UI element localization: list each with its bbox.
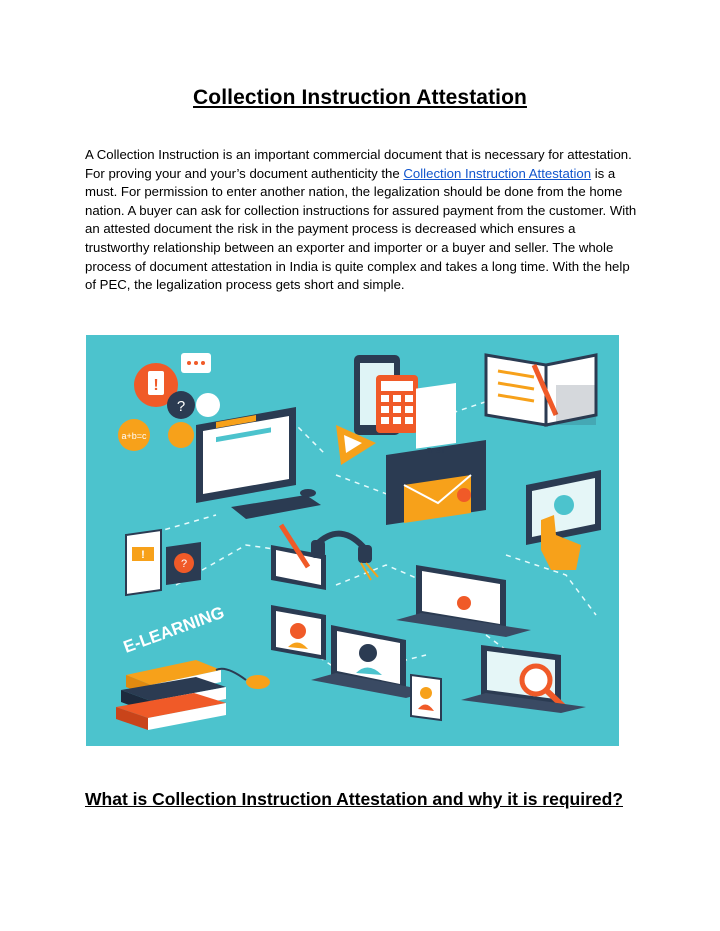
svg-text:a+b=c: a+b=c — [121, 431, 147, 441]
svg-text:?: ? — [176, 398, 186, 415]
intro-text-before-link: A Collection Instruction is an important commercial document that is necessary for attestation. For proving your and your’s document authenticity the — [85, 147, 632, 181]
intro-paragraph — [85, 146, 637, 295]
page-title: Collection Instruction Attestation — [193, 86, 527, 109]
intro-text-after-link: is a must. For permission to enter another nation, the legalization should be done from the home nation. A buyer can ask for collection instructions for assured payment from the customer. With an attested document the risk in the payment process is decreased which ensures a trustworthy relationship between an exporter and importer or a buyer and seller. The whole process of document attestation in India is quite complex and takes a long time. With the help of PEC, the legalization process gets short and simple. — [85, 165, 637, 293]
svg-text:TEST: TEST — [427, 448, 445, 455]
phone-avatar-icon — [411, 675, 441, 720]
open-book-icon — [486, 355, 596, 425]
svg-text:?: ? — [180, 558, 188, 570]
illustration-svg — [86, 335, 619, 746]
section-heading: What is Collection Instruction Attestation and why it is required? — [85, 789, 623, 809]
e-learning-banner: E-LEARNING — [120, 602, 227, 657]
collection-instruction-attestation-link[interactable]: Collection Instruction Attestation — [403, 165, 592, 181]
svg-text:!: ! — [153, 377, 159, 394]
svg-text:!: ! — [141, 549, 145, 561]
e-learning-illustration — [86, 335, 619, 746]
